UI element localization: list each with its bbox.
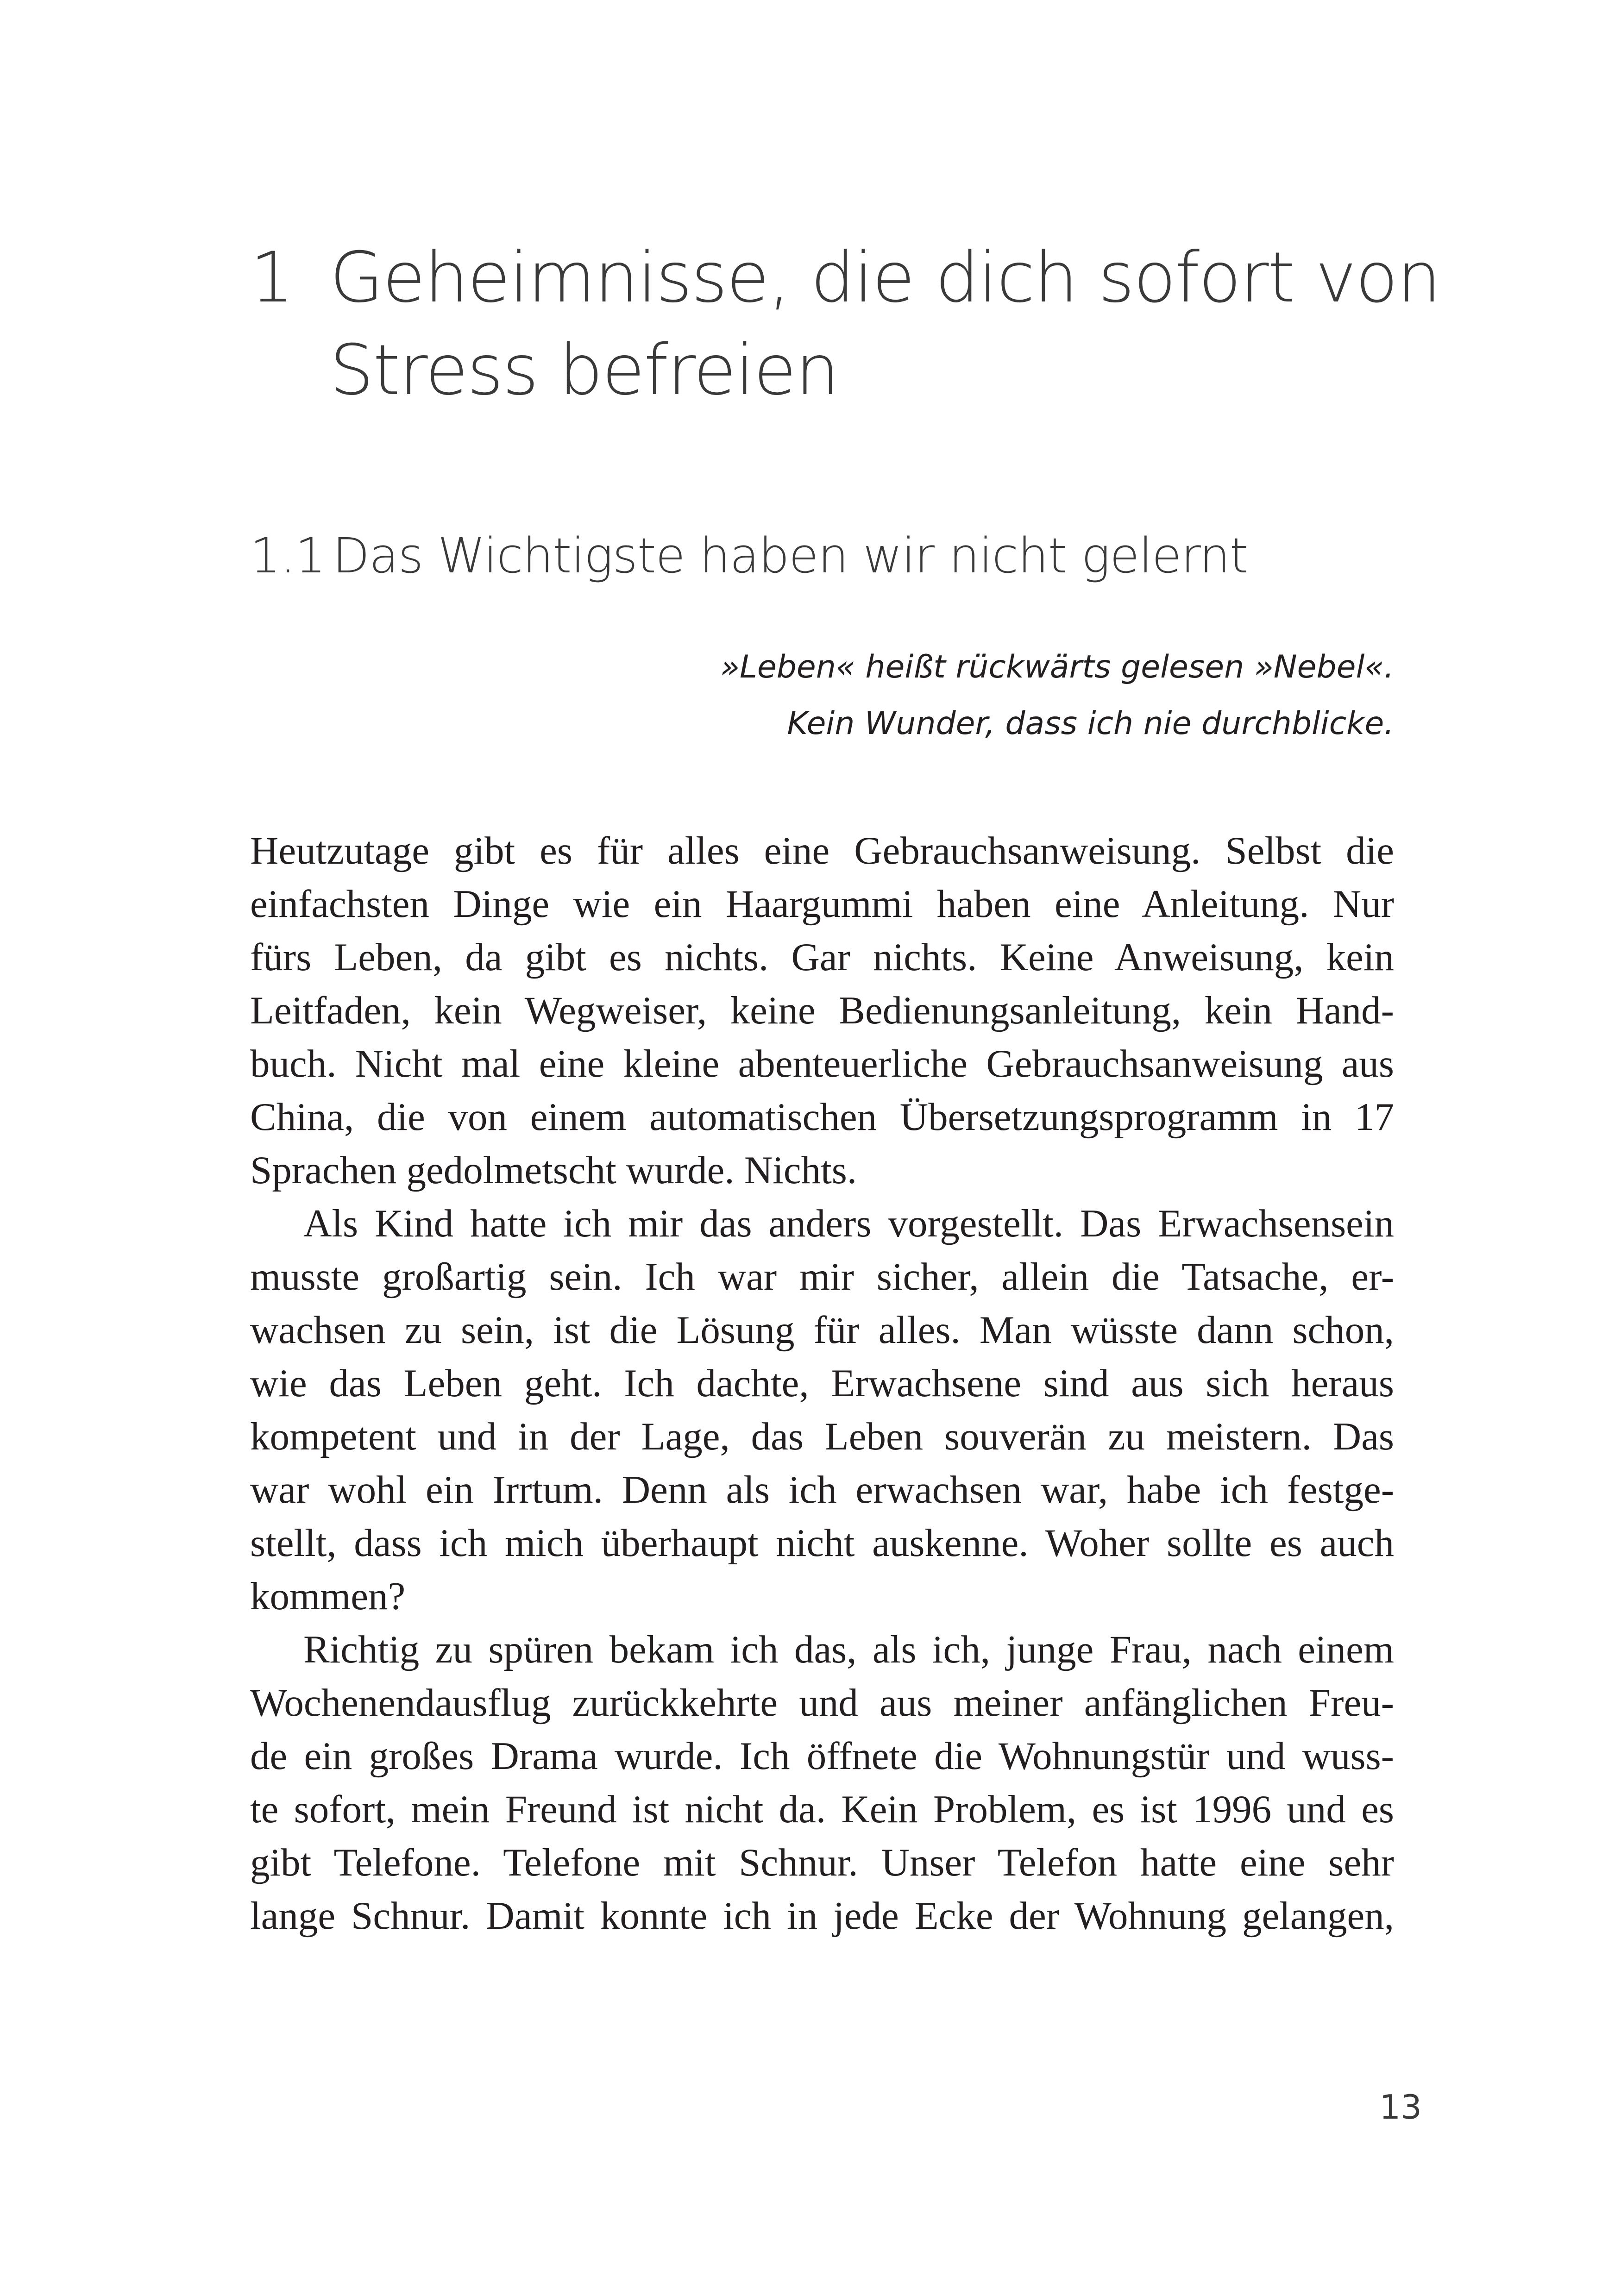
text-line: musste großartig sein. Ich war mir sicher, allein die Tatsache, er- [250,1255,1394,1299]
paragraph [250,824,1394,1197]
text-line: einfachsten Dinge wie ein Haargummi haben eine Anleitung. Nur [250,882,1394,926]
text-line: Wochenendausflug zurückkehrte und aus meiner anfänglichen Freu- [250,1681,1394,1725]
chapter-number: 1 [250,238,294,318]
text-line: stellt, dass ich mich überhaupt nicht auskenne. Woher sollte es auch [250,1521,1394,1565]
epigraph-line: »Leben« heißt rückwärts gelesen »Nebel«. [720,649,1394,685]
text-line: wie das Leben geht. Ich dachte, Erwachsene sind aus sich heraus [250,1361,1394,1405]
chapter-title-line-1: Geheimnisse, die dich sofort von [330,238,1440,318]
epigraph-line: Kein Wunder, dass ich nie durchblicke. [787,705,1394,742]
text-line: Heutzutage gibt es für alles eine Gebrauchsanweisung. Selbst die [250,829,1394,872]
page-number: 13 [1379,2088,1422,2127]
text-line: kompetent und in der Lage, das Leben souverän zu meistern. Das [250,1415,1394,1458]
text-line: fürs Leben, da gibt es nichts. Gar nichts. Keine Anweisung, kein [250,935,1394,979]
text-line: China, die von einem automatischen Übersetzungsprogramm in 17 [250,1095,1394,1139]
text-line: kommen? [250,1575,406,1618]
chapter-title [330,232,1451,417]
chapter-title-line-2: Stress befreien [330,330,839,411]
text-line: Sprachen gedolmetscht wurde. Nichts. [250,1148,857,1192]
text-line: Leitfaden, kein Wegweiser, keine Bedienungsanleitung, kein Hand- [250,989,1394,1032]
paragraph [250,1623,1394,1943]
text-line: lange Schnur. Damit konnte ich in jede Ecke der Wohnung gelangen, [250,1894,1394,1938]
text-line: te sofort, mein Freund ist nicht da. Kein Problem, es ist 1996 und es [250,1788,1394,1831]
section-title: Das Wichtigste haben wir nicht gelernt [333,527,1248,584]
text-line: Richtig zu spüren bekam ich das, als ich, junge Frau, nach einem [303,1628,1394,1671]
text-line: de ein großes Drama wurde. Ich öffnete die Wohnungstür und wuss- [250,1734,1394,1778]
text-line: buch. Nicht mal eine kleine abenteuerliche Gebrauchsanweisung aus [250,1042,1394,1085]
paragraph [250,1197,1394,1623]
section-number: 1.1 [250,527,326,584]
epigraph [556,639,1394,752]
text-line: wachsen zu sein, ist die Lösung für alles. Man wüsste dann schon, [250,1308,1394,1352]
body-text [250,824,1394,1943]
text-line: gibt Telefone. Telefone mit Schnur. Unser Telefon hatte eine sehr [250,1841,1394,1884]
text-line: Als Kind hatte ich mir das anders vorgestellt. Das Erwachsensein [303,1202,1394,1245]
text-line: war wohl ein Irrtum. Denn als ich erwachsen war, habe ich festge- [250,1468,1394,1512]
